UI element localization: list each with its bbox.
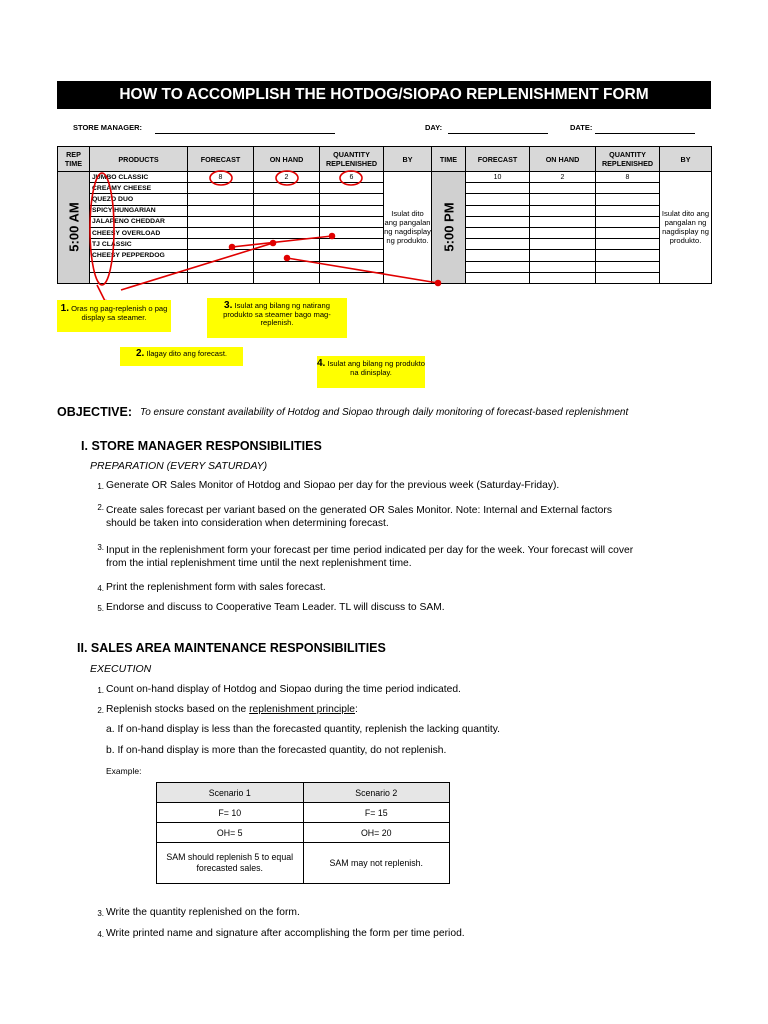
s2-sub-a: a. If on-hand display is less than the forecasted quantity, replenish the lacking quantity. xyxy=(106,724,500,735)
forecast-cell[interactable]: 8 xyxy=(188,172,254,183)
objective-label: OBJECTIVE: xyxy=(57,405,133,419)
objective-text: To ensure constant availability of Hotdog and Siopao through daily monitoring of forecast-based replenishment xyxy=(140,407,629,418)
s1-item-2-line-1: Create sales forecast per variant based on the generated OR Sales Monitor. Note: Internal and External factors xyxy=(106,505,612,516)
s2-item-3-number: 3. xyxy=(97,909,104,918)
s1-item-2-number: 2. xyxy=(97,503,104,512)
s1-item-1-number: 1. xyxy=(97,482,104,491)
s2-sub-b: b. If on-hand display is more than the forecasted quantity, do not replenish. xyxy=(106,745,447,756)
callout-3-text: Isulat ang bilang ng natirang produkto sa steamer bago mag-replenish. xyxy=(223,301,331,327)
product-cell: JUMBO CLASSIC xyxy=(90,172,188,183)
callout-2 xyxy=(120,347,243,366)
s2-item-1-number: 1. xyxy=(97,686,104,695)
s1-item-1-text: Generate OR Sales Monitor of Hotdog and Siopao per day for the previous week (Saturday-Friday). xyxy=(106,480,560,491)
s1-item-4: Print the replenishment form with sales forecast. xyxy=(106,582,326,593)
replenished-cell-pm[interactable]: 8 xyxy=(596,172,660,183)
s2-item-1: Count on-hand display of Hotdog and Siopao during the time period indicated. xyxy=(106,684,461,695)
product-cell: CREAMY CHEESE xyxy=(90,183,188,194)
s1-item-3-line-1: Input in the replenishment form your forecast per time period indicated per day for the week. Your forecast will cover xyxy=(106,545,634,556)
s1-item-3-line-2: from the intial replenishment time until the next replenishment time. xyxy=(106,557,412,569)
header-on-hand-am: ON HAND xyxy=(254,147,320,172)
header-qty-replenished-pm: QUANTITY REPLENISHED xyxy=(596,147,660,172)
example-cell: SAM should replenish 5 to equal forecasted sales. xyxy=(157,843,304,884)
example-cell: F= 15 xyxy=(303,803,450,823)
page-title: HOW TO ACCOMPLISH THE HOTDOG/SIOPAO REPLENISHMENT FORM xyxy=(57,81,711,109)
example-cell: OH= 5 xyxy=(157,823,304,843)
on-hand-cell[interactable]: 2 xyxy=(254,172,320,183)
callout-3-number: 3. xyxy=(224,300,233,311)
pm-time-label: 5:00 PM xyxy=(441,202,456,253)
by-cell-pm: Isulat dito ang pangalan ng nagdisplay ng produkto. xyxy=(660,172,712,284)
product-cell: TJ CLASSIC xyxy=(90,239,188,250)
product-cell: QUEZO DUO xyxy=(90,194,188,205)
section-2-heading xyxy=(77,641,386,655)
example-cell: SAM may not replenish. xyxy=(303,843,450,884)
s2-item-2-text: Replenish stocks based on the xyxy=(106,704,250,715)
replenished-highlight-circle xyxy=(340,171,362,185)
section-1-heading xyxy=(81,439,322,453)
s1-item-3-number: 3. xyxy=(97,543,104,552)
example-table xyxy=(156,782,450,884)
on-hand-highlight-circle xyxy=(276,171,298,185)
header-by-pm: BY xyxy=(660,147,712,172)
example-label: Example: xyxy=(106,766,142,776)
header-forecast-am: FORECAST xyxy=(188,147,254,172)
header-on-hand-pm: ON HAND xyxy=(530,147,596,172)
s1-item-4-number: 4. xyxy=(97,584,104,593)
example-cell: F= 10 xyxy=(157,803,304,823)
section-2-title: SALES AREA MAINTENANCE RESPONSIBILITIES xyxy=(90,641,386,655)
section-1-title: STORE MANAGER RESPONSIBILITIES xyxy=(91,439,322,453)
callout-1-number: 1. xyxy=(60,303,69,314)
section-1-number: I. xyxy=(81,439,88,453)
header-forecast-pm: FORECAST xyxy=(466,147,530,172)
s2-item-4: Write printed name and signature after accomplishing the form per time period. xyxy=(106,928,465,939)
callout-1-text: Oras ng pag-replenish o pag display sa steamer. xyxy=(71,304,168,322)
annotation-overlay xyxy=(0,0,768,400)
s2-item-3: Write the quantity replenished on the form. xyxy=(106,907,300,918)
s1-item-2 xyxy=(106,505,612,530)
table-row xyxy=(157,823,450,843)
callout-2-text: Ilagay dito ang forecast. xyxy=(146,349,228,358)
section-2-subtitle: EXECUTION xyxy=(90,663,152,675)
s2-item-2-number: 2. xyxy=(97,706,104,715)
table-row xyxy=(157,843,450,884)
header-products: PRODUCTS xyxy=(90,147,188,172)
s1-item-2-line-2: should be taken into consideration when determining forecast. xyxy=(106,517,389,529)
header-by-am: BY xyxy=(384,147,432,172)
s2-item-4-number: 4. xyxy=(97,930,104,939)
example-header-scenario-1: Scenario 1 xyxy=(157,783,304,803)
s1-item-5-number: 5. xyxy=(97,604,104,613)
example-cell: OH= 20 xyxy=(303,823,450,843)
day-label: DAY: xyxy=(425,123,443,132)
callout-3 xyxy=(207,298,347,338)
store-manager-label: STORE MANAGER: xyxy=(73,123,143,132)
s2-item-2-colon: : xyxy=(355,704,358,715)
callout-4-text: Isulat ang bilang ng produkto na dinisplay. xyxy=(327,359,425,377)
table-row xyxy=(157,803,450,823)
date-label: DATE: xyxy=(570,123,593,132)
product-cell: JALAPENO CHEDDAR xyxy=(90,216,188,227)
product-cell: CHEESY OVERLOAD xyxy=(90,227,188,238)
callout-1 xyxy=(57,300,171,332)
s1-item-5: Endorse and discuss to Cooperative Team Leader. TL will discuss to SAM. xyxy=(106,602,445,613)
section-1-subtitle: PREPARATION (EVERY SATURDAY) xyxy=(90,460,268,472)
example-header-scenario-2: Scenario 2 xyxy=(303,783,450,803)
callout-4-number: 4. xyxy=(317,358,326,369)
product-cell: SPICY HUNGARIAN xyxy=(90,205,188,216)
pointer-lines xyxy=(97,234,441,306)
forecast-highlight-circle xyxy=(210,171,232,185)
s1-item-3 xyxy=(106,545,633,570)
header-time: TIME xyxy=(432,147,466,172)
s2-item-2 xyxy=(106,704,358,717)
on-hand-cell-pm[interactable]: 2 xyxy=(530,172,596,183)
s1-item-1 xyxy=(106,480,559,493)
callout-2-number: 2. xyxy=(135,348,145,359)
replenished-cell[interactable]: 6 xyxy=(320,172,384,183)
by-cell-am: Isulat dito ang pangalan ng nagdisplay ng produkto. xyxy=(384,172,432,284)
table-row xyxy=(157,783,450,803)
am-time-label: 5:00 AM xyxy=(66,202,81,253)
time-highlight-circle xyxy=(90,173,114,285)
forecast-cell-pm[interactable]: 10 xyxy=(466,172,530,183)
header-rep-time: REP TIME xyxy=(58,147,90,172)
header-qty-replenished-am: QUANTITY REPLENISHED xyxy=(320,147,384,172)
replenishment-principle-link[interactable]: replenishment principle xyxy=(249,704,355,715)
section-2-number: II. xyxy=(77,641,88,655)
product-cell: CHEESY PEPPERDOG xyxy=(90,250,188,261)
callout-4 xyxy=(317,356,425,388)
